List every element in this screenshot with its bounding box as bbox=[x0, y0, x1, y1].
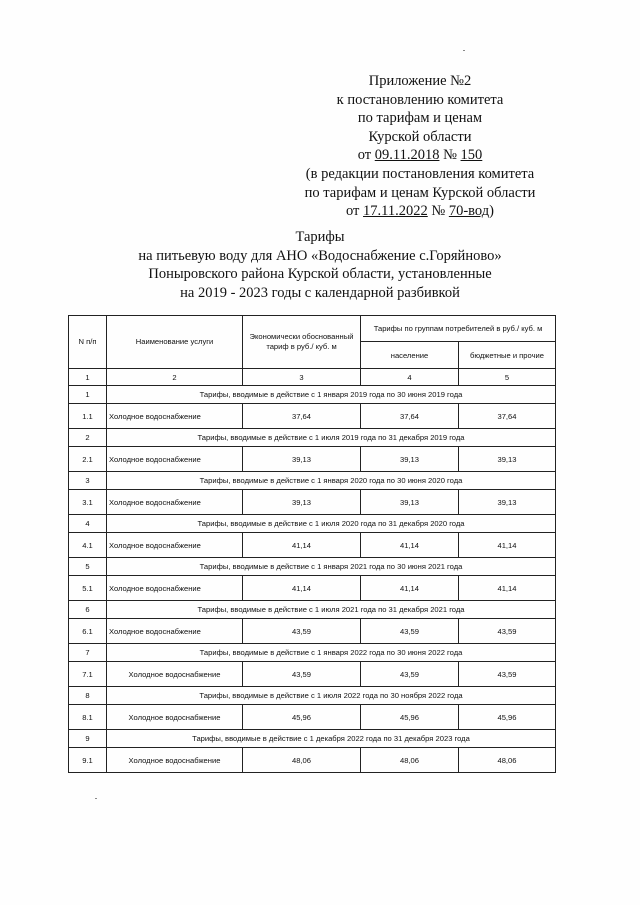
appendix-line: к постановлению комитета bbox=[336, 91, 504, 108]
row-service: Холодное водоснабжение bbox=[107, 576, 243, 601]
text-fragment: № bbox=[427, 203, 449, 220]
period-row bbox=[69, 429, 556, 447]
period-label: Тарифы, вводимые в действие с 1 января 2020 года по 30 июня 2020 года bbox=[107, 472, 556, 490]
row-economic: 43,59 bbox=[243, 662, 361, 687]
row-budget: 43,59 bbox=[459, 619, 556, 644]
appendix-line: (в редакции постановления комитета bbox=[305, 165, 535, 182]
row-service: Холодное водоснабжение bbox=[107, 404, 243, 429]
scan-speck bbox=[95, 798, 97, 799]
row-budget: 45,96 bbox=[459, 705, 556, 730]
period-label: Тарифы, вводимые в действие с 1 июля 2020 года по 31 декабря 2020 года bbox=[107, 515, 556, 533]
period-label: Тарифы, вводимые в действие с 1 июля 2022 года по 30 ноября 2022 года bbox=[107, 687, 556, 705]
period-row bbox=[69, 515, 556, 533]
row-economic: 43,59 bbox=[243, 619, 361, 644]
row-economic: 39,13 bbox=[243, 447, 361, 472]
scan-speck bbox=[463, 50, 465, 51]
row-budget: 39,13 bbox=[459, 490, 556, 515]
row-num: 4.1 bbox=[69, 533, 107, 558]
text-fragment: № bbox=[439, 147, 461, 164]
row-budget: 37,64 bbox=[459, 404, 556, 429]
row-population: 45,96 bbox=[361, 705, 459, 730]
title-heading: Тарифы bbox=[295, 229, 345, 245]
period-row bbox=[69, 687, 556, 705]
title-line: на питьевую воду для АНО «Водоснабжение с.Горяйново» bbox=[138, 247, 502, 264]
period-label: Тарифы, вводимые в действие с 1 января 2022 года по 30 июня 2022 года bbox=[107, 644, 556, 662]
text-fragment: от bbox=[346, 203, 364, 220]
row-num: 9.1 bbox=[69, 748, 107, 773]
amendment-reference bbox=[300, 202, 540, 221]
period-label: Тарифы, вводимые в действие с 1 июля 2021 года по 31 декабря 2021 года bbox=[107, 601, 556, 619]
row-service: Холодное водоснабжение bbox=[107, 533, 243, 558]
period-row bbox=[69, 644, 556, 662]
header-service: Наименование услуги bbox=[107, 316, 243, 369]
row-population: 39,13 bbox=[361, 447, 459, 472]
header-economic: Экономически обоснованный тариф в руб./ куб. м bbox=[243, 316, 361, 369]
column-number: 3 bbox=[243, 369, 361, 386]
text-fragment: от bbox=[357, 147, 375, 164]
column-number: 1 bbox=[69, 369, 107, 386]
header-population: население bbox=[361, 342, 459, 369]
row-num: 8.1 bbox=[69, 705, 107, 730]
row-service: Холодное водоснабжение bbox=[107, 705, 243, 730]
amendment-number: 70-вод bbox=[448, 203, 490, 220]
period-label: Тарифы, вводимые в действие с 1 декабря 2022 года по 31 декабря 2023 года bbox=[107, 730, 556, 748]
row-num: 5.1 bbox=[69, 576, 107, 601]
row-budget: 39,13 bbox=[459, 447, 556, 472]
row-budget: 41,14 bbox=[459, 576, 556, 601]
appendix-title: Приложение №2 bbox=[368, 73, 472, 89]
period-label: Тарифы, вводимые в действие с 1 января 2021 года по 30 июня 2021 года bbox=[107, 558, 556, 576]
row-economic: 39,13 bbox=[243, 490, 361, 515]
title-line: Поныровского района Курской области, установленные bbox=[148, 266, 492, 283]
appendix-header bbox=[300, 72, 540, 221]
row-economic: 48,06 bbox=[243, 748, 361, 773]
row-population: 41,14 bbox=[361, 533, 459, 558]
header-num: N п/п bbox=[69, 316, 107, 369]
table-row bbox=[69, 404, 556, 429]
amendment-date: 17.11.2022 bbox=[363, 203, 428, 220]
row-population: 41,14 bbox=[361, 576, 459, 601]
period-row bbox=[69, 472, 556, 490]
period-num: 9 bbox=[69, 730, 107, 748]
column-number: 4 bbox=[361, 369, 459, 386]
header-groups: Тарифы по группам потребителей в руб./ куб. м bbox=[361, 316, 556, 342]
period-num: 4 bbox=[69, 515, 107, 533]
row-population: 37,64 bbox=[361, 404, 459, 429]
row-population: 39,13 bbox=[361, 490, 459, 515]
decree-reference bbox=[300, 146, 540, 165]
period-num: 6 bbox=[69, 601, 107, 619]
table-row bbox=[69, 748, 556, 773]
decree-date: 09.11.2018 bbox=[374, 147, 440, 164]
period-label: Тарифы, вводимые в действие с 1 июля 2019 года по 31 декабря 2019 года bbox=[107, 429, 556, 447]
row-economic: 37,64 bbox=[243, 404, 361, 429]
decree-number: 150 bbox=[460, 147, 483, 164]
row-num: 3.1 bbox=[69, 490, 107, 515]
tariffs-table bbox=[68, 315, 556, 773]
table-row bbox=[69, 576, 556, 601]
appendix-line: по тарифам и ценам bbox=[357, 110, 483, 127]
period-row bbox=[69, 601, 556, 619]
document-title bbox=[100, 228, 540, 302]
appendix-line: по тарифам и ценам Курской области bbox=[304, 184, 536, 201]
row-num: 6.1 bbox=[69, 619, 107, 644]
column-number: 5 bbox=[459, 369, 556, 386]
row-economic: 45,96 bbox=[243, 705, 361, 730]
text-fragment: ) bbox=[489, 203, 494, 220]
row-num: 2.1 bbox=[69, 447, 107, 472]
row-budget: 43,59 bbox=[459, 662, 556, 687]
period-num: 1 bbox=[69, 386, 107, 404]
row-num: 1.1 bbox=[69, 404, 107, 429]
table-row bbox=[69, 619, 556, 644]
appendix-line: Курской области bbox=[368, 128, 472, 145]
table-row bbox=[69, 705, 556, 730]
table-row bbox=[69, 533, 556, 558]
period-num: 3 bbox=[69, 472, 107, 490]
row-service: Холодное водоснабжение bbox=[107, 748, 243, 773]
row-service: Холодное водоснабжение bbox=[107, 490, 243, 515]
row-num: 7.1 bbox=[69, 662, 107, 687]
row-service: Холодное водоснабжение bbox=[107, 619, 243, 644]
table-row bbox=[69, 490, 556, 515]
row-population: 48,06 bbox=[361, 748, 459, 773]
header-budget: бюджетные и прочие bbox=[459, 342, 556, 369]
title-line: на 2019 - 2023 годы с календарной разбивкой bbox=[180, 284, 460, 301]
table-row bbox=[69, 662, 556, 687]
period-row bbox=[69, 386, 556, 404]
row-economic: 41,14 bbox=[243, 533, 361, 558]
period-label: Тарифы, вводимые в действие с 1 января 2019 года по 30 июня 2019 года bbox=[107, 386, 556, 404]
period-num: 5 bbox=[69, 558, 107, 576]
row-service: Холодное водоснабжение bbox=[107, 447, 243, 472]
period-row bbox=[69, 558, 556, 576]
period-row bbox=[69, 730, 556, 748]
row-population: 43,59 bbox=[361, 662, 459, 687]
row-population: 43,59 bbox=[361, 619, 459, 644]
column-number: 2 bbox=[107, 369, 243, 386]
row-economic: 41,14 bbox=[243, 576, 361, 601]
row-budget: 41,14 bbox=[459, 533, 556, 558]
row-budget: 48,06 bbox=[459, 748, 556, 773]
row-service: Холодное водоснабжение bbox=[107, 662, 243, 687]
period-num: 2 bbox=[69, 429, 107, 447]
period-num: 7 bbox=[69, 644, 107, 662]
table-row bbox=[69, 447, 556, 472]
period-num: 8 bbox=[69, 687, 107, 705]
